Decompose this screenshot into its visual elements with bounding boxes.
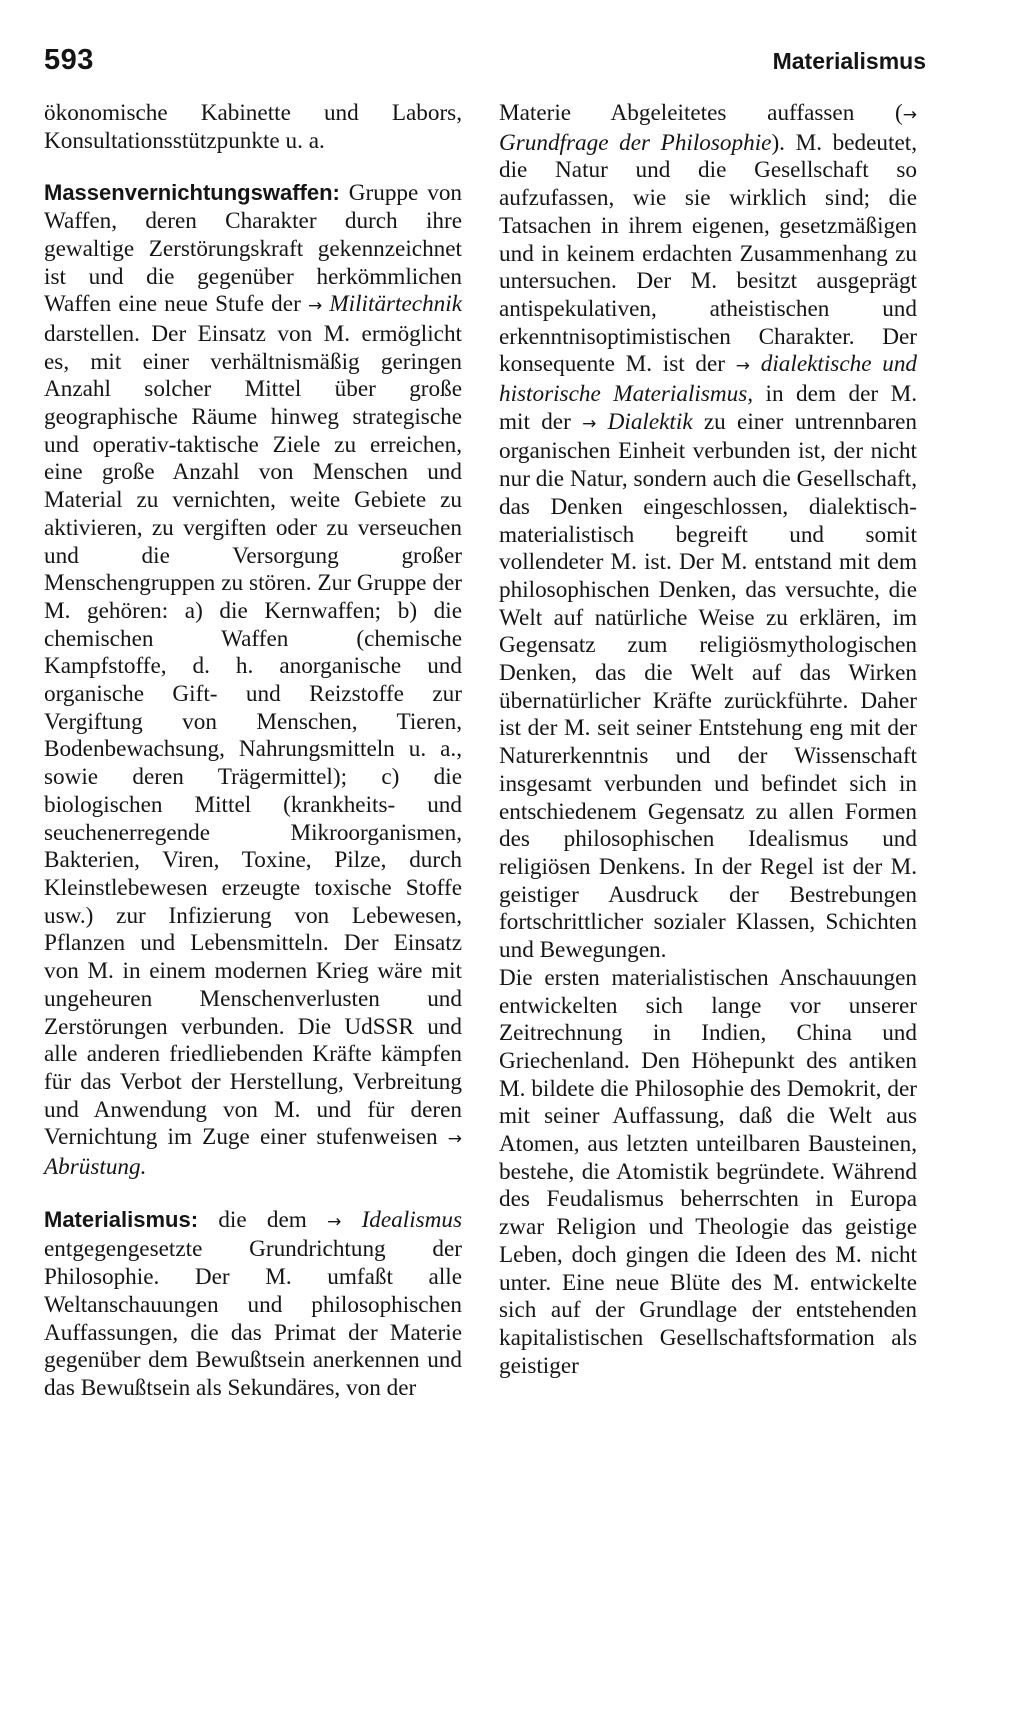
page-header	[44, 44, 926, 84]
entry-text: in dem der M. mit der	[499, 381, 917, 435]
entry-massenvernichtungswaffen	[44, 179, 462, 1181]
cross-reference-link[interactable]: Abrüstung.	[44, 1154, 147, 1181]
entry-text: ). M. bedeutet, die Natur und die Gesellschaft so aufzufassen, wie sie wirklich sind; die Tatsachen in ihrem eigenen, gesetzmäßigen und in keinem erdachten Zusammenhang zu untersuchen. Der M. besitzt ausgeprägt antispekulativen, atheistischen und erkenntnisoptimistischen Charakter. Der konsequente M. ist der	[499, 129, 917, 378]
right-column	[499, 100, 917, 1380]
cross-reference-link[interactable]: Dialektik	[607, 408, 693, 435]
cross-reference-arrow-icon: →	[582, 413, 597, 434]
entry-text: Materie Abgeleitetes auffassen (	[499, 100, 903, 126]
entry-text: Gruppe von Waffen, deren Charakter durch ihre gewaltige Zerstörungskraft gekennzeichnet ist und die gegenüber herkömmlichen Waffen eine neue Stufe der	[44, 180, 463, 318]
entry-materialismus	[44, 1206, 462, 1403]
entry-text: darstellen. Der Einsatz von M. ermöglicht es, mit einer verhältnismäßig geringen Anzahl solcher Mittel über große geographische Räume hinweg strategische und operativ-taktische Ziele zu erreichen, eine große Anzahl von Menschen und Material zu vernichten, weite Gebiete zu aktivieren, zu vergiften oder zu verseuchen und die Versorgung großer Menschengruppen zu stören. Zur Gruppe der M. gehören: a) die Kernwaffen; b) die chemischen Waffen (chemische Kampfstoffe, d. h. anorganische und organische Gift- und Reizstoffe zur Vergiftung von Menschen, Tieren, Bodenbewachsung, Nahrungsmitteln u. a., sowie deren Trägermittel); c) die biologischen Mittel (krankheits- und seuchenerregende Mikroorganismen, Bakterien, Viren, Toxine, Pilze, durch Kleinstlebewesen erzeugte toxische Stoffe usw.) zur Infizierung von Lebewesen, Pflanzen und Lebensmitteln. Der Einsatz von M. in einem modernen Krieg wäre mit ungeheuren Menschenverlusten und Zerstörungen verbunden. Die UdSSR und alle anderen friedliebenden Kräfte kämpfen für das Verbot der Herstellung, Verbreitung und Anwendung von M. und für deren Vernichtung im Zuge einer stufenweisen	[44, 320, 462, 1151]
entry-keyword: Massenvernichtungswaffen:	[44, 180, 340, 206]
cross-reference-link[interactable]: Militärtechnik	[329, 291, 463, 318]
cross-reference-link[interactable]: Idealismus	[361, 1206, 463, 1233]
body-text: Die ersten materialistischen Anschauungen entwickelten sich lange vor unserer Zeitrechnung in Indien, China und Griechenland. Den Höhepunkt des antiken M. bildete die Philosophie des Demokrit, der mit seiner Auffassung, daß die Welt aus Atomen, aus letzten unteilbaren Bausteinen, bestehe, die Atomistik begründete. Während des Feudalismus beherrschten in Europa zwar Religion und Theologie das geistige Leben, doch gingen die Ideen des M. nicht unter. Eine neue Blüte des M. entwickelte sich auf der Grundlage der entstehenden kapitalistischen Gesellschaftsformation als geistiger	[499, 964, 917, 1379]
cross-reference-arrow-icon: →	[327, 1211, 342, 1232]
cross-reference-arrow-icon: →	[307, 296, 323, 317]
running-head: Materialismus	[772, 48, 926, 74]
left-column	[44, 100, 462, 1403]
cross-reference-arrow-icon: →	[447, 1129, 462, 1150]
page-number: 593	[44, 44, 94, 76]
entry-text: entgegengesetzte Grundrichtung der Philosophie. Der M. umfaßt alle Weltanschauungen und philosophischen Auffassungen, die das Primat der Materie gegenüber dem Bewußtsein anerkennen und das Bewußtsein als Sekundäres, von der	[44, 1236, 462, 1401]
continuation-text: ökonomische Kabinette und Labors, Konsultationsstützpunkte u. a.	[44, 100, 462, 154]
entry-continuation-paragraph	[499, 100, 917, 965]
cross-reference-link[interactable]: dialektische und historische Materialismus,	[499, 351, 918, 408]
cross-reference-arrow-icon: →	[902, 105, 917, 125]
entry-text: zu einer untrennbaren organischen Einheit verbunden ist, der nicht nur die Natur, sondern auch die Gesellschaft, das Denken eingeschlossen, dialektisch-materialistisch begreift und somit vollendeter M. ist. Der M. entstand mit dem philosophischen Denken, das versuchte, die Welt auf natürliche Weise zu erklären, im Gegensatz zum religiösmythologischen Denken, das die Welt auf das Wirken übernatürlicher Kräfte zurückführte. Daher ist der M. seit seiner Entstehung eng mit der Naturerkenntnis und der Wissenschaft insgesamt verbunden und befindet sich in entschiedenem Gegensatz zu allen Formen des philosophischen Idealismus und religiösen Denkens. In der Regel ist der M. geistiger Ausdruck der Bestrebungen fortschrittlicher sozialer Klassen, Schichten und Bewegungen.	[499, 408, 917, 964]
cross-reference-link[interactable]: Grundfrage der Philosophie	[499, 129, 772, 156]
body-paragraph	[499, 965, 917, 1381]
entry-keyword: Materialismus:	[44, 1206, 199, 1232]
entry-text: die dem	[218, 1206, 307, 1233]
cross-reference-arrow-icon: →	[735, 356, 751, 377]
continuation-paragraph	[44, 100, 462, 155]
